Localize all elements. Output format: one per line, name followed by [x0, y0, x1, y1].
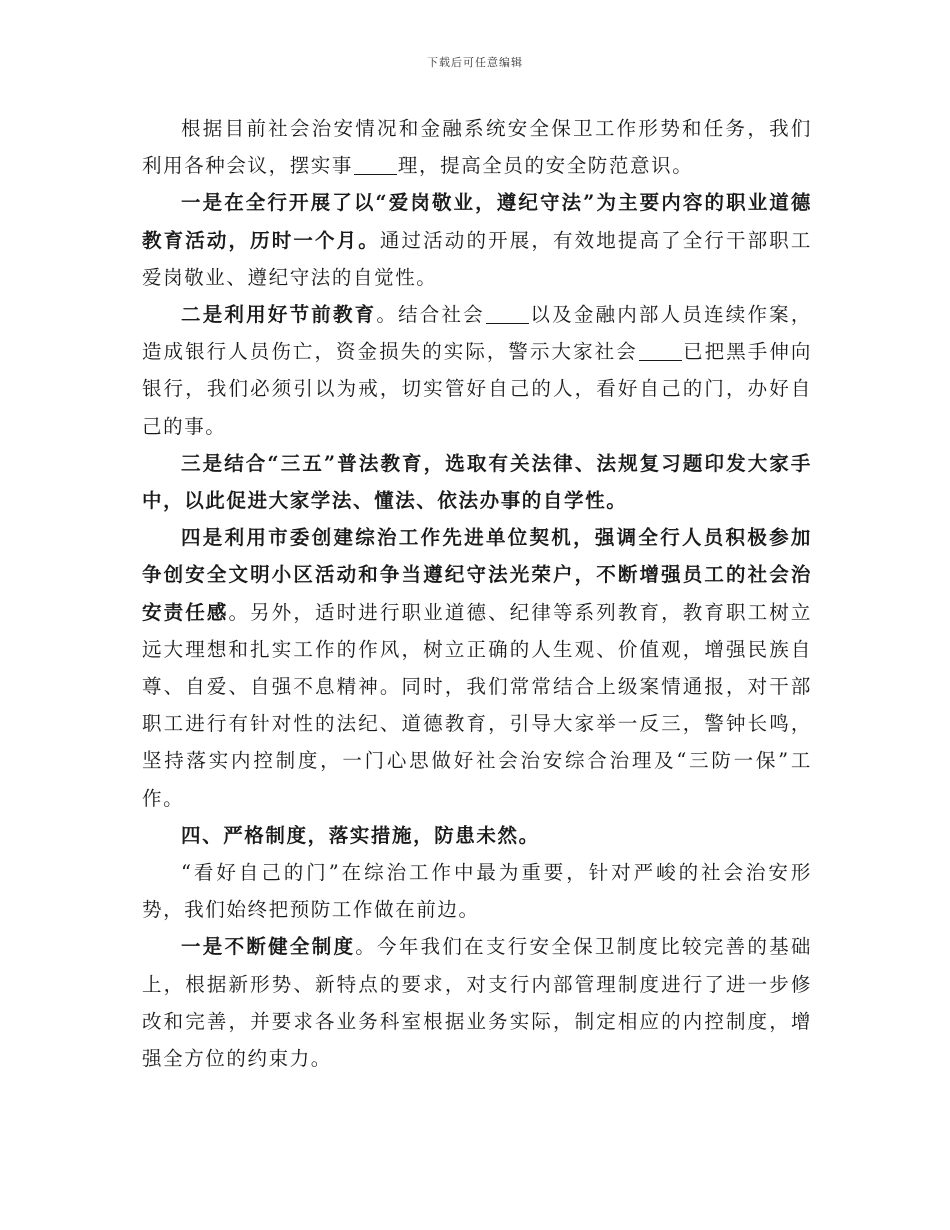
paragraph-text: 已把黑手伸向银行，我们必须引以为戒，切实管好自己的人，看好自己的门，办好自己的事。: [142, 340, 812, 438]
blank-underline: [354, 155, 397, 176]
paragraph-intro: [142, 110, 812, 184]
document-body: [142, 110, 812, 1077]
blank-underline: [639, 341, 682, 362]
paragraph-point-1: [142, 184, 812, 296]
section-title: 四、严格制度，落实措施，防患未然。: [181, 823, 540, 847]
paragraph-section-intro: [142, 854, 812, 928]
paragraph-text: 根据目前社会治安情况和金融系统安全保卫工作形势和任务，我们利用各种会议，摆实事: [142, 117, 812, 178]
paragraph-text: 通过活动的开展，有效地提高了全行干部职工爱岗敬业、遵纪守法的自觉性。: [142, 228, 812, 289]
paragraph-text: “看好自己的门”在综治工作中最为重要，针对严峻的社会治安形势，我们始终把预防工作做在前边。: [142, 861, 812, 922]
paragraph-text: 以及金融内部人员连续作案，造成银行人员伤亡，资金损失的实际，警示大家社会: [142, 303, 812, 364]
paragraph-point-2: [142, 296, 812, 445]
page-header: 下载后可任意编辑: [427, 56, 523, 69]
paragraph-heading: 一是不断健全制度: [181, 935, 356, 959]
paragraph-text: 。另外，适时进行职业道德、纪律等系列教育，教育职工树立远大理想和扎实工作的作风，树立正确的人生观、价值观，增强民族自尊、自爱、自强不息精神。同时，我们常常结合上级案情通报，对干部职工进行有针对性的法纪、道德教育，引导大家举一反三，警钟长鸣，坚持落实内控制度，一门心思做好社会治安综合治理及“三防一保”工作。: [142, 600, 813, 810]
paragraph-text: 理，提高全员的安全防范意识。: [397, 154, 694, 178]
paragraph-text: 。今年我们在支行安全保卫制度比较完善的基础上，根据新形势、新特点的要求，对支行内部管理制度进行了进一步修改和完善，并要求各业务科室根据业务实际，制定相应的内控制度，增强全方位的约束力。: [142, 935, 812, 1071]
blank-underline: [486, 304, 529, 325]
paragraph-heading: 一是在全行开展了以“爱岗敬业，遵纪守法”为主要内容的职业道德教育活动，历时一个月。: [142, 191, 812, 252]
paragraph-point-3: [142, 445, 812, 519]
section-heading: [142, 817, 812, 854]
paragraph-heading: 二是利用好节前教育: [181, 303, 377, 327]
paragraph-text: 。结合社会: [376, 303, 485, 327]
paragraph-section-point-1: [142, 928, 812, 1077]
paragraph-heading: 三是结合“三五”普法教育，选取有关法律、法规复习题印发大家手中，以此促进大家学法、懂法、依法办事的自学性。: [142, 451, 812, 513]
paragraph-heading: 四是利用市委创建综治工作先进单位契机，强调全行人员积极参加争创安全文明小区活动和争当遵纪守法光荣户，不断增强员工的社会治安责任感: [142, 526, 812, 624]
paragraph-point-4: [142, 519, 812, 817]
